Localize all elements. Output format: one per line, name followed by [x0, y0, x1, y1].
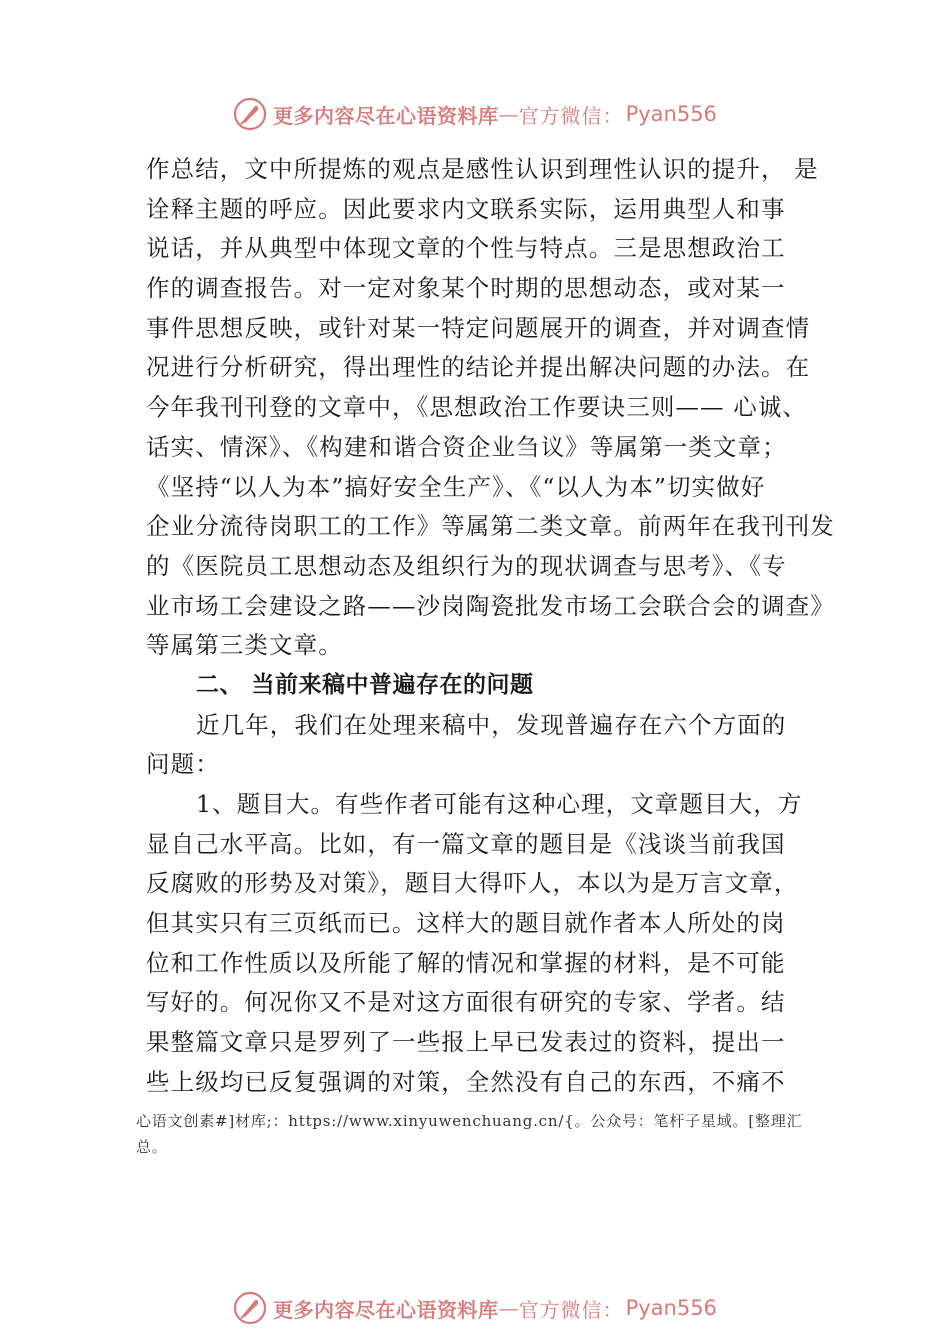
footnote-line: 总。 — [136, 1138, 168, 1156]
footer-brand: 更多内容尽在心语资料库 — [273, 1297, 499, 1322]
body-line: 企业分流待岗职工的工作》等属第二类文章。前两年在我刊刊发 — [146, 512, 835, 541]
body-line: 近几年，我们在处理来稿中，发现普遍存在六个方面的 — [196, 710, 787, 739]
body-line: 等属第三类文章。 — [146, 631, 343, 660]
page-footer-banner — [0, 1288, 950, 1328]
body-line: 果整篇文章只是罗列了一些报上早已发表过的资料，提出一 — [146, 1028, 786, 1057]
body-line: 今年我刊刊登的文章中，《思想政治工作要诀三则—— 心诚、 — [146, 393, 808, 422]
quill-pen-logo-icon — [233, 1291, 267, 1325]
body-line: 反腐败的形势及对策》，题目大得吓人，本以为是万言文章， — [146, 869, 799, 898]
document-body — [146, 150, 835, 1103]
footnote-line: 心语文创素#]材库;：https://www.xinyuwenchuang.cn/{。公众号：笔杆子星域。[整理汇 — [136, 1112, 803, 1130]
body-line: 诠释主题的呼应。因此要求内文联系实际，运用典型人和事 — [146, 194, 786, 223]
header-account: Pyan556 — [625, 102, 717, 126]
section-heading: 二、 当前来稿中普遍存在的问题 — [196, 671, 534, 698]
body-line: 话实、情深》、《构建和谐合资企业刍议》等属第一类文章； — [146, 432, 787, 461]
footnote — [136, 1108, 848, 1160]
body-line: 问题： — [146, 750, 220, 779]
body-line: 作总结，文中所提炼的观点是感性认识到理性认识的提升， 是 — [146, 155, 819, 183]
body-line: 事件思想反映，或针对某一特定问题展开的调查，并对调查情 — [146, 313, 811, 342]
footer-separator: — — [498, 1296, 519, 1320]
quill-pen-logo-icon — [233, 97, 267, 131]
body-line: 显自己水平高。比如，有一篇文章的题目是《浅谈当前我国 — [146, 829, 786, 858]
body-line: 《坚持“以人为本”搞好安全生产》、《“以人为本”切实做好 — [146, 472, 766, 501]
header-brand: 更多内容尽在心语资料库 — [273, 103, 499, 128]
body-line: 的《医院员工思想动态及组织行为的现状调查与思考》、《专 — [146, 551, 787, 580]
footer-wechat-label: 官方微信： — [518, 1297, 624, 1322]
header-wechat-label: 官方微信： — [518, 103, 624, 128]
body-line: 作的调查报告。对一定对象某个时期的思想动态，或对某一 — [146, 274, 786, 303]
body-line: 但其实只有三页纸而已。这样大的题目就作者本人所处的岗 — [146, 909, 786, 938]
body-line: 写好的。何况你又不是对这方面很有研究的专家、学者。结 — [146, 988, 786, 1017]
footer-account: Pyan556 — [625, 1296, 717, 1320]
body-line: 况进行分析研究，得出理性的结论并提出解决问题的办法。在 — [146, 353, 811, 382]
page-header — [0, 94, 950, 134]
body-line: 说话，并从典型中体现文章的个性与特点。三是思想政治工 — [146, 234, 786, 263]
header-separator: — — [498, 102, 519, 126]
body-line: 1、题目大。有些作者可能有这种心理，文章题目大，方 — [196, 790, 803, 818]
body-line: 位和工作性质以及所能了解的情况和掌握的材料，是不可能 — [146, 948, 786, 977]
body-line: 业市场工会建设之路——沙岗陶瓷批发市场工会联合会的调查》 — [146, 591, 835, 620]
body-line: 些上级均已反复强调的对策，全然没有自己的东西，不痛不 — [146, 1067, 786, 1096]
